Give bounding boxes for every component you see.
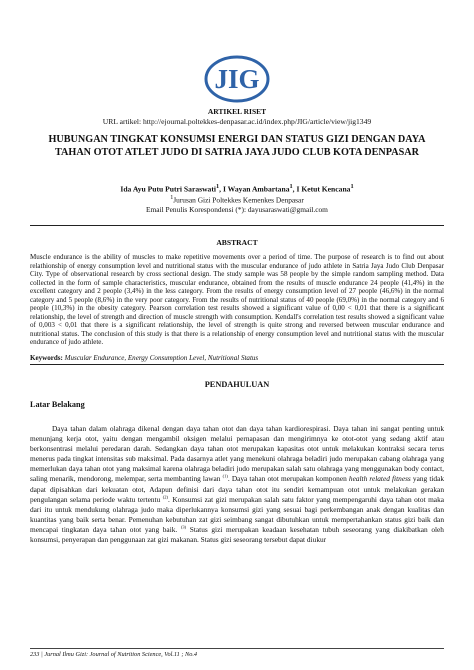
- article-url[interactable]: URL artikel: http://ejournal.poltekkes-denpasar.ac.id/index.php/JIG/article/view/jig1349: [102, 117, 372, 126]
- abstract-text: Muscle endurance is the ability of muscles to make repetitive movements over a period of time. The purpose of research is to find out about relathionship of energy consumption level and nutritional status with the muscular endurance of judo athlete in Satria Jaya Judo Club Denpasar City. Type of observational research by cross sectional design. The study sample was 58 people by the simple random sampling method. Data collected in the form of sample characteristics, muscular endurance, obtained from the results of muscle endurance 24 people (41,4%) in the excellent category and 2 people (3,4%) in the less category. From the results of energy consumption level of 27 people (46,6%) in the normal category and 5 people (8,6%) in the very poor category. From the results of nutritional status of 40 people (69,0%) in the normal category and 6 people (10,3%) in the obesity category. Pearson correlation test results showed a significant value of 0,00 < 0,01 that there is a significant relationship, the level of strength and direction of muscle strength with consumption. Kendall's correlation test results showed a significant value of 0,003 < 0,01 that there is a significant relationship, the level of strength is quite strong and reversed between muscular endurance and nutritional status. The conclusion of this study is that there is a relationship of energy consumption level and nutritional status with the muscular endurance of judo athlete.: [30, 253, 444, 347]
- footer-rule: [30, 648, 444, 649]
- citation-mark: (2): [162, 494, 168, 500]
- keywords-label: Keywords:: [30, 354, 63, 362]
- keywords-text: Muscular Endurance, Energy Consumption Level, Nutritional Status: [64, 354, 259, 362]
- citation-mark: (1): [222, 474, 228, 480]
- author-list: [0, 183, 474, 194]
- page-footer: 233 | Jurnal Ilmu Gizi: Journal of Nutrition Science, Vol.11 ; No.4: [30, 651, 198, 658]
- keywords-line: [30, 354, 444, 363]
- author-affiliation: [0, 195, 474, 204]
- paragraph-text: yang tidak dapat dipisahkan dari kekuatan otot, Adapun definisi dari daya tahan otot itu sendiri kemampuan otot untuk melakukan gerakan pengulangan selama periode waktu tertentu: [30, 474, 445, 504]
- author-name: I Wayan Ambartana: [222, 184, 290, 194]
- journal-logo: [203, 54, 271, 104]
- author-affiliation-mark: 1: [350, 183, 354, 190]
- paragraph-text: Status gizi merupakan keadaan kesehatan tubuh seseorang yang diakibatkan oleh konsumsi, penyerapan dan penggunaan zat gizi makanan. Status gizi seseorang tersebut dapat diukur: [30, 524, 444, 545]
- subsection-heading: Latar Belakang: [30, 400, 85, 409]
- section-heading: PENDAHULUAN: [204, 380, 270, 389]
- paragraph-text: Daya tahan dalam olahraga dikenal dengan daya tahan otot dan daya tahan kardiorespirasi. Daya tahan ini sangat penting untuk menunjang kerja otot, yaitu dengan mengambil oksigen melalui pernapasan dan mengirimnya ke otot-otot yang sedang aktif atau berkonsentrasi melalui peredaran darah. Sedangkan daya tahan otot merupakan kapasitas otot untuk melakukan kontraksi secara terus menerus pada tingkat intensitas sub maksimal. Pada dasarnya atlet yang menekuni olahraga beladiri judo merupakan cabang olahraga yang memerlukan daya tahan otot yang maksimal karena olahraga beladiri judo merupakan salah satu olahraga yang menggunakan body contact, saling menarik, mendorong, melempar, serta membanting lawan: [30, 424, 444, 484]
- abstract-top-rule: [30, 225, 444, 226]
- author-affiliation-mark: 1: [289, 183, 293, 190]
- abstract-bottom-rule: [30, 364, 444, 365]
- jig-logo-icon: [203, 54, 271, 104]
- article-title: HUBUNGAN TINGKAT KONSUMSI ENERGI DAN STATUS GIZI DENGAN DAYA TAHAN OTOT ATLET JUDO DI SATRIA JAYA JUDO CLUB KOTA DENPASAR: [48, 134, 426, 158]
- author-name: Ida Ayu Putu Putri Saraswati: [120, 184, 216, 194]
- logo-text: JIG: [214, 64, 260, 94]
- affiliation-text: Jurusan Gizi Poltekkes Kemenkes Denpasar: [173, 195, 304, 205]
- corresponding-email: Email Penulis Korespondensi (*): dayusaraswati@gmail.com: [146, 205, 328, 214]
- citation-mark: (3): [180, 524, 187, 530]
- article-type-label: ARTIKEL RISET: [207, 107, 267, 116]
- author-separator: ,: [292, 184, 297, 194]
- author-separator: ,: [219, 184, 223, 194]
- paragraph-text: . Daya tahan otot merupakan komponen: [227, 474, 349, 484]
- author-affiliation-mark: 1: [216, 183, 220, 190]
- paragraph-italic: health related fitness: [348, 474, 411, 484]
- abstract-heading: ABSTRACT: [216, 238, 258, 247]
- author-name: I Ketut Kencana: [296, 184, 351, 194]
- intro-paragraph: [30, 424, 444, 545]
- paragraph-text: . Konsumsi zat gizi merupakan salah satu faktor yang mempengaruhi daya tahan otot maka dari itu untuk mendukung olahraga judo maka diperlukannya konsumsi gizi yang sesuai bagi perkembangan anak dengan kualitas dan kuantitas yang baik serta benar. Pemenuhan kebutuhan zat gizi seimbang sangat dibutuhkan untuk mempertahankan status gizi baik dan mencapai tingkatan daya tahan otot yang baik.: [30, 494, 444, 534]
- affiliation-mark: 1: [170, 195, 174, 201]
